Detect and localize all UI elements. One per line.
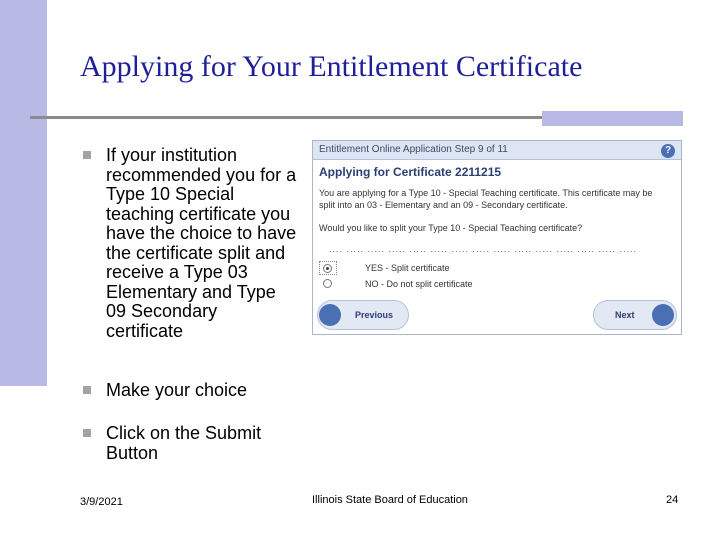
app-description-line: You are applying for a Type 10 - Special Teaching certificate. This certificate may be bbox=[319, 188, 653, 198]
footer-page-number: 24 bbox=[666, 494, 679, 506]
previous-label[interactable]: Previous bbox=[355, 310, 394, 320]
app-description-line: split into an 03 - Elementary and an 09 - Secondary certificate. bbox=[319, 200, 568, 210]
title-divider-accent bbox=[542, 111, 683, 126]
footer-organization: Illinois State Board of Education bbox=[312, 494, 468, 506]
previous-arrow-icon[interactable] bbox=[319, 304, 341, 326]
bullet-item bbox=[83, 146, 298, 341]
bullet-text: Make your choice bbox=[106, 380, 248, 400]
application-screenshot bbox=[312, 140, 682, 335]
radio-yes-label[interactable]: YES - Split certificate bbox=[365, 263, 450, 273]
bullet-text: If your institution recommended you for a Type 10 Special teaching certificate you have the choice to have the certificate split and receive a Type 03 Elementary and Type 09 Secondary certificate bbox=[106, 145, 297, 341]
app-heading: Applying for Certificate 2211215 bbox=[319, 165, 502, 179]
radio-no[interactable] bbox=[323, 279, 332, 288]
bullet-square-icon bbox=[83, 151, 91, 159]
left-accent-bar bbox=[0, 0, 47, 386]
radio-no-label[interactable]: NO - Do not split certificate bbox=[365, 279, 473, 289]
footer-date: 3/9/2021 bbox=[80, 496, 123, 508]
bullet-square-icon bbox=[83, 429, 91, 437]
help-icon[interactable]: ? bbox=[661, 144, 675, 158]
slide-title: Applying for Your Entitlement Certificate bbox=[80, 50, 583, 83]
next-label[interactable]: Next bbox=[615, 310, 635, 320]
title-divider bbox=[30, 116, 542, 119]
app-step-title: Entitlement Online Application Step 9 of 11 bbox=[319, 144, 508, 155]
radio-yes[interactable] bbox=[323, 264, 332, 273]
app-question: Would you like to split your Type 10 - Special Teaching certificate? bbox=[319, 223, 583, 233]
next-arrow-icon[interactable] bbox=[652, 304, 674, 326]
app-separator: .... ..... ..... ..... ..... ..... ..... ..... ..... ..... ..... ..... ..... ..... ..... bbox=[329, 244, 638, 254]
bullet-square-icon bbox=[83, 386, 91, 394]
app-header bbox=[313, 141, 681, 160]
bullet-item bbox=[83, 424, 298, 463]
bullet-item bbox=[83, 381, 298, 401]
bullet-text: Click on the Submit Button bbox=[106, 423, 262, 463]
